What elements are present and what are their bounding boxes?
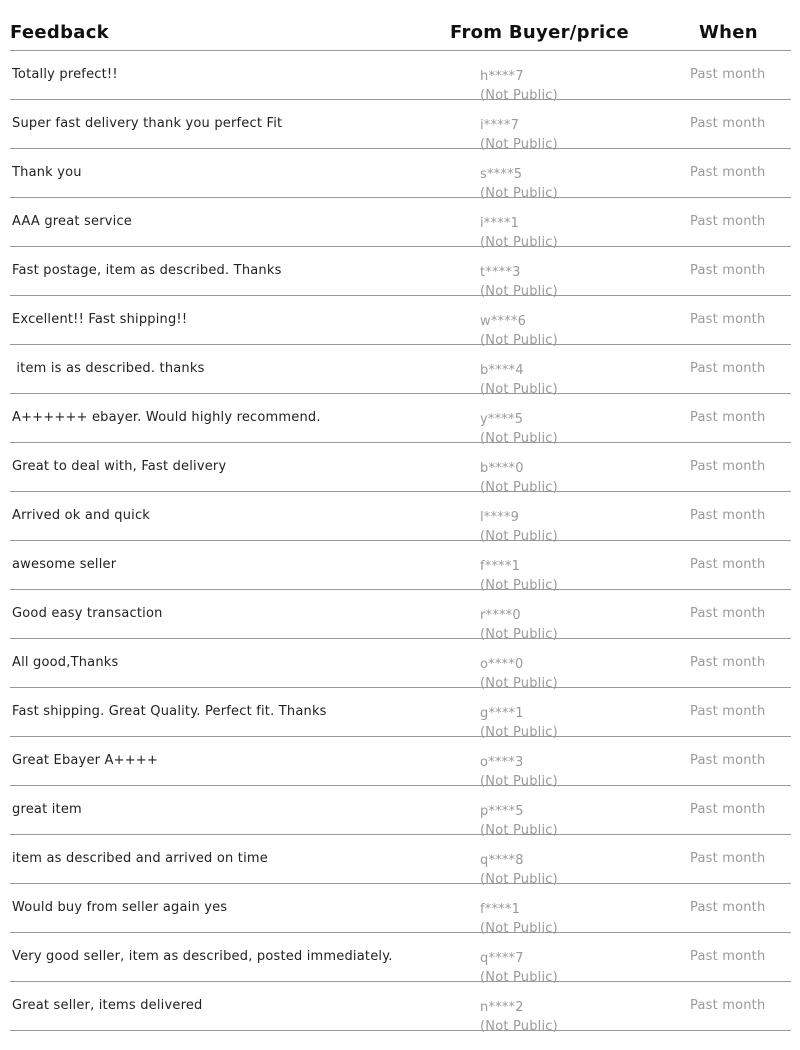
header-from-buyer-price: From Buyer/price xyxy=(450,22,629,43)
feedback-when: Past month xyxy=(690,214,766,229)
feedback-comment: Fast postage, item as described. Thanks xyxy=(12,263,282,278)
feedback-comment: Great seller, items delivered xyxy=(12,998,203,1013)
buyer-id: f****1 xyxy=(480,559,521,574)
feedback-comment: Would buy from seller again yes xyxy=(12,900,228,915)
feedback-when: Past month xyxy=(690,802,766,817)
buyer-visibility: (Not Public) xyxy=(480,676,558,691)
buyer-visibility: (Not Public) xyxy=(480,137,558,152)
feedback-comment: awesome seller xyxy=(12,557,117,572)
buyer-visibility: (Not Public) xyxy=(480,872,558,887)
feedback-row xyxy=(10,933,791,985)
feedback-comment: Super fast delivery thank you perfect Fit xyxy=(12,116,283,131)
buyer-id: p****5 xyxy=(480,804,524,819)
buyer-visibility: (Not Public) xyxy=(480,333,558,348)
buyer-id: l****9 xyxy=(480,510,520,525)
feedback-row xyxy=(10,394,791,446)
table-header xyxy=(10,0,791,51)
feedback-comment: item as described and arrived on time xyxy=(12,851,268,866)
buyer-visibility: (Not Public) xyxy=(480,823,558,838)
buyer-id: o****3 xyxy=(480,755,524,770)
feedback-comment: Fast shipping. Great Quality. Perfect fit. Thanks xyxy=(12,704,327,719)
feedback-when: Past month xyxy=(690,67,766,82)
feedback-comment: Excellent!! Fast shipping!! xyxy=(12,312,188,327)
buyer-visibility: (Not Public) xyxy=(480,970,558,985)
buyer-id: n****2 xyxy=(480,1000,524,1015)
feedback-when: Past month xyxy=(690,704,766,719)
feedback-comment: Thank you xyxy=(12,165,82,180)
buyer-visibility: (Not Public) xyxy=(480,578,558,593)
feedback-row xyxy=(10,492,791,544)
feedback-when: Past month xyxy=(690,851,766,866)
feedback-comment: AAA great service xyxy=(12,214,133,229)
buyer-visibility: (Not Public) xyxy=(480,431,558,446)
feedback-row xyxy=(10,296,791,348)
buyer-id: t****3 xyxy=(480,265,521,280)
feedback-when: Past month xyxy=(690,459,766,474)
buyer-visibility: (Not Public) xyxy=(480,921,558,936)
feedback-comment: Good easy transaction xyxy=(12,606,163,621)
feedback-row xyxy=(10,149,791,201)
buyer-visibility: (Not Public) xyxy=(480,480,558,495)
feedback-row xyxy=(10,443,791,495)
feedback-when: Past month xyxy=(690,312,766,327)
feedback-when: Past month xyxy=(690,655,766,670)
feedback-row xyxy=(10,786,791,838)
feedback-row xyxy=(10,688,791,740)
feedback-row xyxy=(10,541,791,593)
buyer-visibility: (Not Public) xyxy=(480,725,558,740)
buyer-visibility: (Not Public) xyxy=(480,382,558,397)
feedback-comment: All good,Thanks xyxy=(12,655,119,670)
feedback-row xyxy=(10,639,791,691)
feedback-row xyxy=(10,590,791,642)
feedback-when: Past month xyxy=(690,606,766,621)
feedback-comment: Great to deal with, Fast delivery xyxy=(12,459,227,474)
feedback-row xyxy=(10,345,791,397)
buyer-id: s****5 xyxy=(480,167,523,182)
feedback-table xyxy=(10,0,791,1034)
feedback-row xyxy=(10,198,791,250)
feedback-when: Past month xyxy=(690,753,766,768)
feedback-when: Past month xyxy=(690,165,766,180)
feedback-row xyxy=(10,982,791,1034)
feedback-when: Past month xyxy=(690,410,766,425)
buyer-id: y****5 xyxy=(480,412,524,427)
buyer-visibility: (Not Public) xyxy=(480,235,558,250)
feedback-list xyxy=(10,51,791,1034)
buyer-id: b****0 xyxy=(480,461,524,476)
feedback-when: Past month xyxy=(690,263,766,278)
buyer-id: o****0 xyxy=(480,657,524,672)
buyer-id: h****7 xyxy=(480,69,524,84)
buyer-id: i****1 xyxy=(480,216,520,231)
feedback-row xyxy=(10,100,791,152)
feedback-row xyxy=(10,51,791,103)
feedback-comment: A++++++ ebayer. Would highly recommend. xyxy=(12,410,321,425)
feedback-when: Past month xyxy=(690,949,766,964)
feedback-row xyxy=(10,835,791,887)
feedback-comment: item is as described. thanks xyxy=(12,361,205,376)
buyer-id: q****8 xyxy=(480,853,524,868)
buyer-visibility: (Not Public) xyxy=(480,529,558,544)
feedback-row xyxy=(10,737,791,789)
buyer-id: w****6 xyxy=(480,314,527,329)
buyer-id: r****0 xyxy=(480,608,521,623)
buyer-id: q****7 xyxy=(480,951,524,966)
feedback-when: Past month xyxy=(690,361,766,376)
feedback-when: Past month xyxy=(690,998,766,1013)
feedback-when: Past month xyxy=(690,508,766,523)
buyer-visibility: (Not Public) xyxy=(480,627,558,642)
buyer-id: f****1 xyxy=(480,902,521,917)
feedback-when: Past month xyxy=(690,116,766,131)
buyer-visibility: (Not Public) xyxy=(480,1019,558,1034)
feedback-row xyxy=(10,247,791,299)
buyer-info xyxy=(480,998,558,1036)
feedback-comment: Totally prefect!! xyxy=(12,67,118,82)
feedback-comment: great item xyxy=(12,802,82,817)
buyer-visibility: (Not Public) xyxy=(480,88,558,103)
header-feedback: Feedback xyxy=(10,22,109,43)
feedback-when: Past month xyxy=(690,900,766,915)
feedback-when: Past month xyxy=(690,557,766,572)
header-when: When xyxy=(699,22,758,43)
feedback-row xyxy=(10,884,791,936)
buyer-id: i****7 xyxy=(480,118,520,133)
buyer-visibility: (Not Public) xyxy=(480,774,558,789)
buyer-id: b****4 xyxy=(480,363,524,378)
buyer-visibility: (Not Public) xyxy=(480,186,558,201)
feedback-comment: Very good seller, item as described, posted immediately. xyxy=(12,949,393,964)
buyer-id: g****1 xyxy=(480,706,524,721)
feedback-comment: Arrived ok and quick xyxy=(12,508,151,523)
buyer-visibility: (Not Public) xyxy=(480,284,558,299)
feedback-comment: Great Ebayer A++++ xyxy=(12,753,158,768)
